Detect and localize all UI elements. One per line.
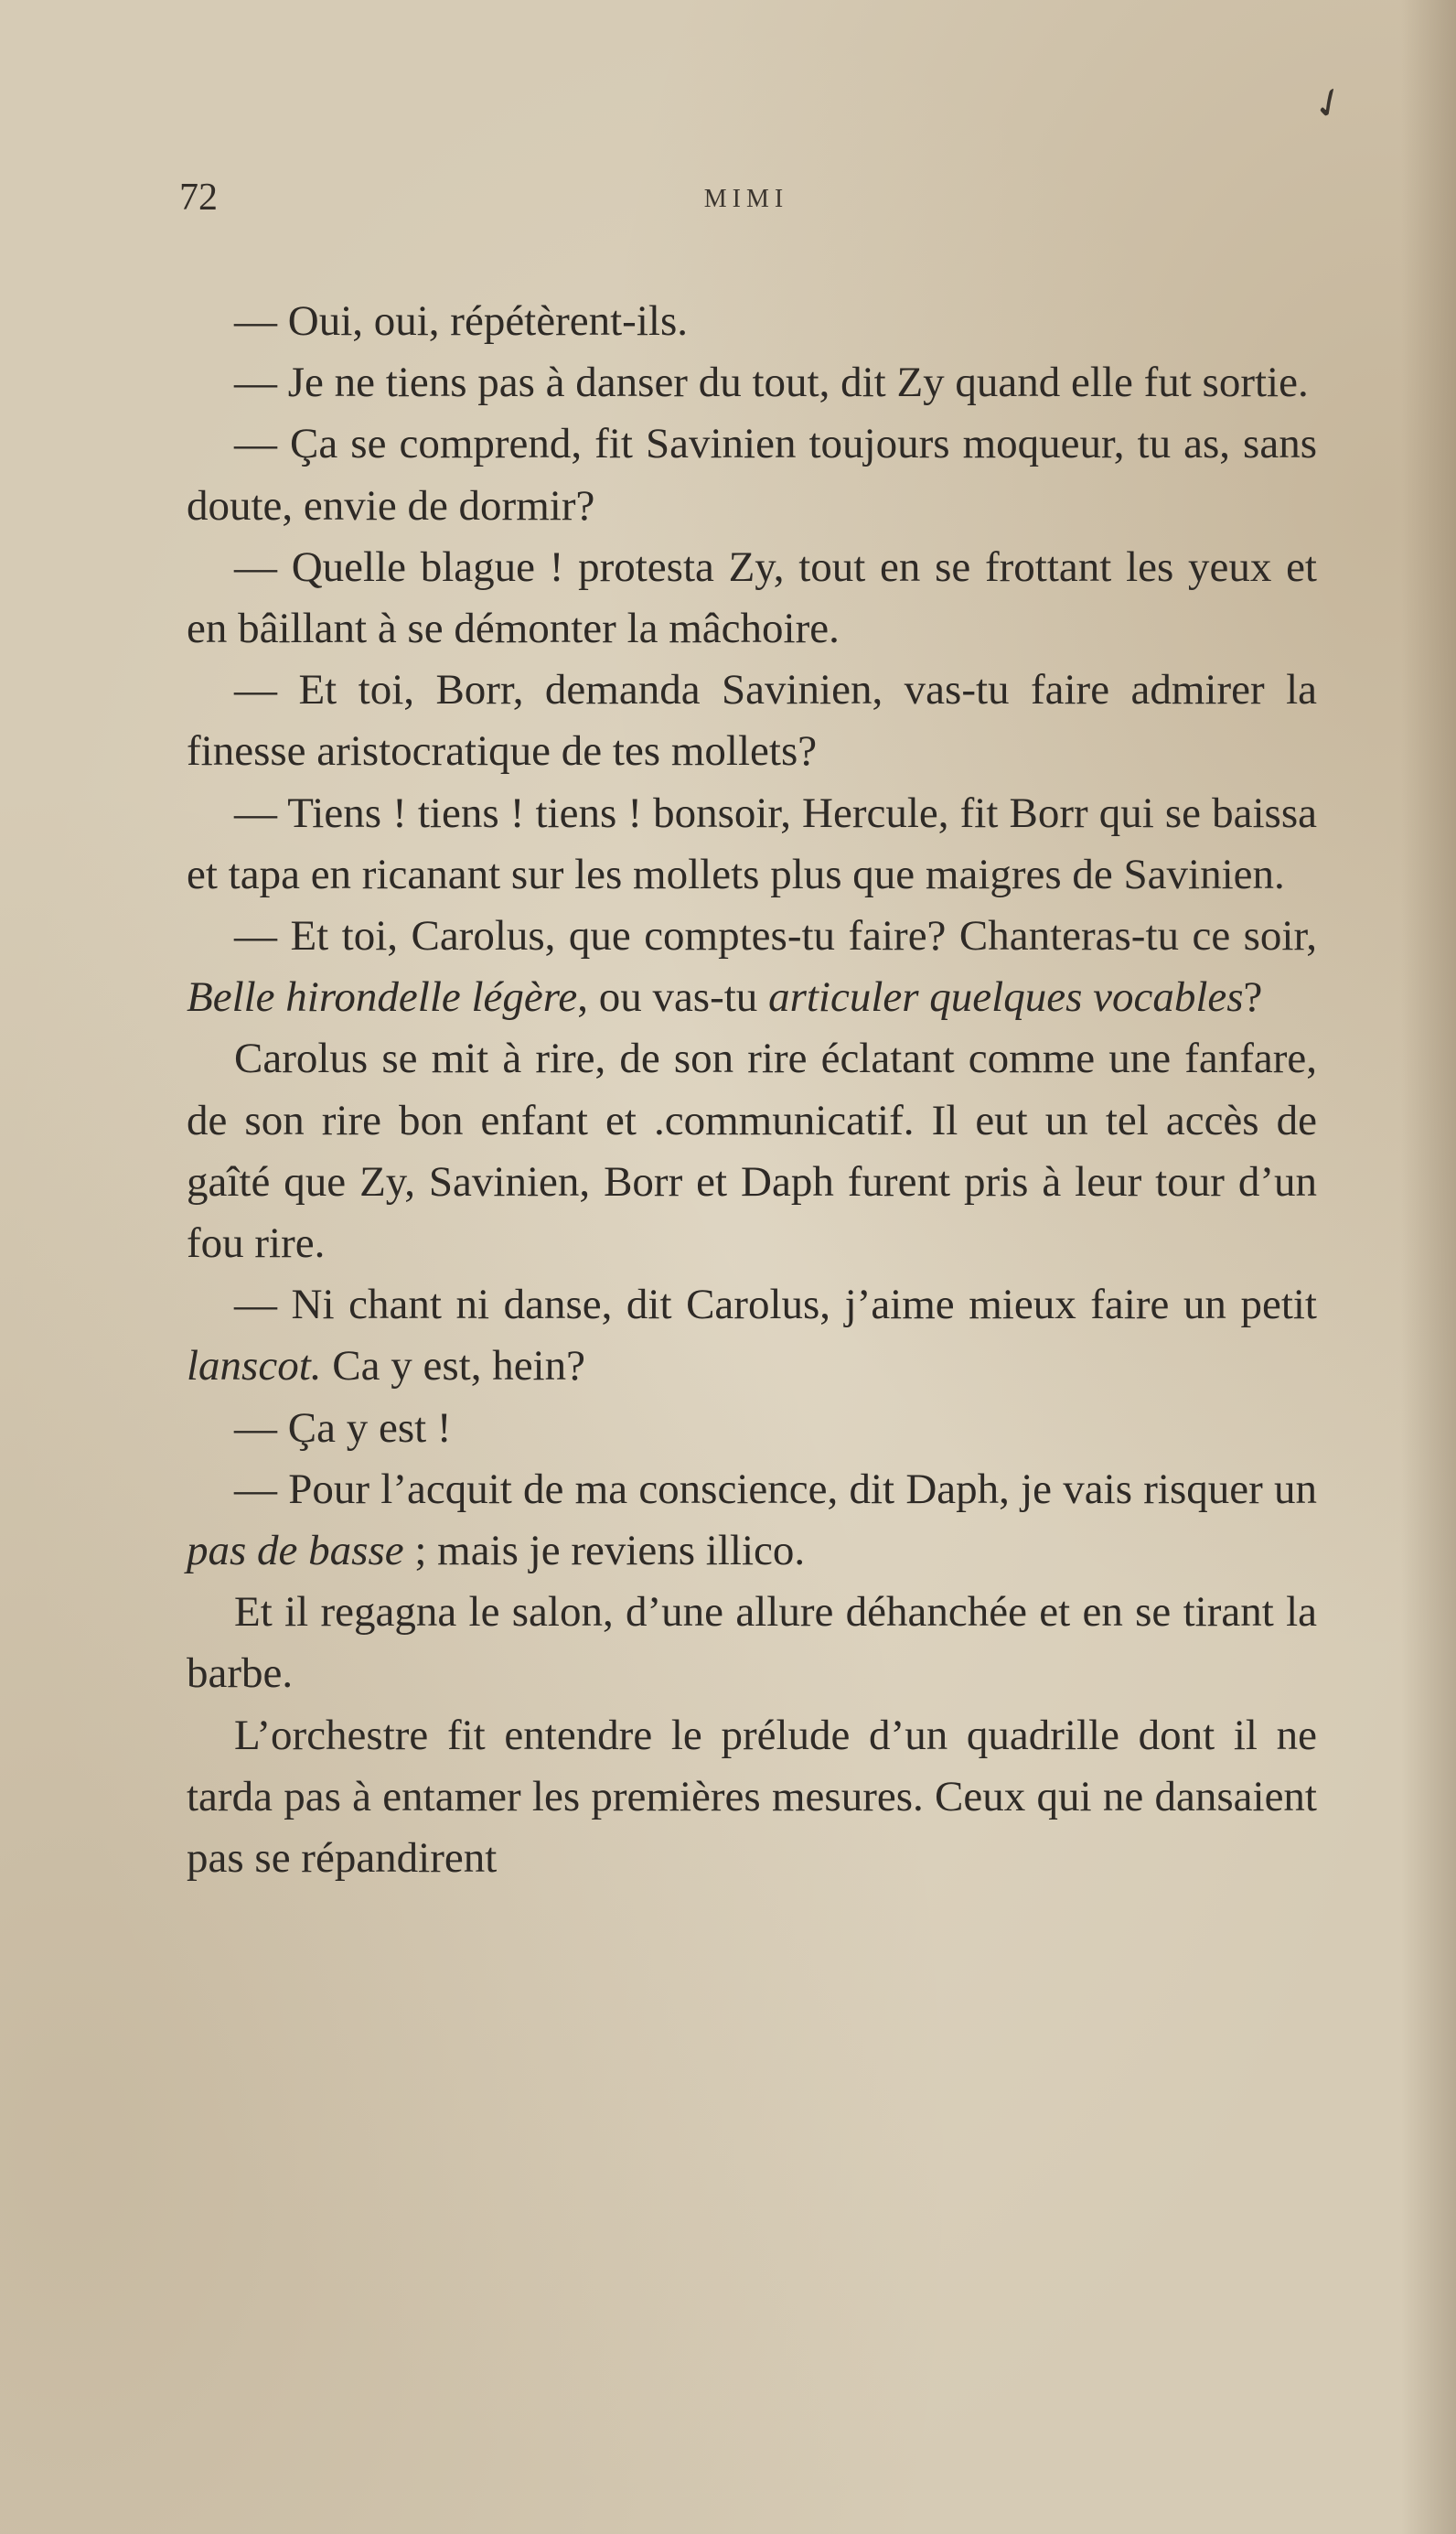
text-run: — Et toi, Carolus, que comptes-tu faire? Chanteras-tu ce soir, xyxy=(234,912,1317,961)
margin-check-mark: ✓ xyxy=(1304,76,1354,132)
text-run: ; mais je reviens illico. xyxy=(403,1527,806,1575)
italic-text: Belle hirondelle légère xyxy=(187,973,578,1022)
running-title: MIMI xyxy=(703,185,789,213)
italic-text: pas de basse xyxy=(187,1527,404,1575)
text-run: — Ça y est ! xyxy=(234,1403,452,1452)
paragraph xyxy=(187,1028,1317,1274)
text-run: — Et toi, Borr, demanda Savinien, vas-tu faire admirer la finesse aristocratique de tes mollets? xyxy=(187,666,1317,776)
text-run: — Ni chant ni danse, dit Carolus, j’aime mieux faire un petit xyxy=(234,1281,1317,1329)
paragraph xyxy=(187,291,1317,352)
text-run: ? xyxy=(1243,973,1263,1022)
paragraph xyxy=(187,537,1317,660)
page-edge-shadow xyxy=(1401,0,1456,2534)
text-run: — Pour l’acquit de ma conscience, dit Daph, je vais risquer un xyxy=(234,1465,1317,1513)
paragraph xyxy=(187,660,1317,782)
text-run: — Quelle blague ! protesta Zy, tout en se frottant les yeux et en bâillant à se démonter la mâchoire. xyxy=(187,542,1317,653)
text-run: — Tiens ! tiens ! tiens ! bonsoir, Hercule, fit Borr qui se baissa et tapa en ricanant sur les mollets plus que maigres de Savinien. xyxy=(187,789,1317,898)
text-run: — Oui, oui, répétèrent-ils. xyxy=(234,297,688,345)
page-number: 72 xyxy=(179,177,218,219)
paragraph xyxy=(187,1459,1317,1582)
paragraph xyxy=(187,783,1317,906)
italic-text: lanscot. xyxy=(187,1342,322,1390)
paragraph xyxy=(187,1274,1317,1397)
body-text xyxy=(187,291,1317,1889)
text-run: — Je ne tiens pas à danser du tout, dit Zy quand elle fut sortie. xyxy=(234,359,1309,407)
paragraph xyxy=(187,413,1317,536)
text-run: , ou vas-tu xyxy=(577,973,769,1022)
text-run: — Ça se comprend, fit Savinien toujours moqueur, tu as, sans doute, envie de dormir? xyxy=(187,420,1317,530)
text-run: Ca y est, hein? xyxy=(321,1342,585,1390)
paragraph xyxy=(187,906,1317,1028)
text-run: Et il regagna le salon, d’une allure déhanchée et en se tirant la barbe. xyxy=(187,1588,1317,1698)
paragraph xyxy=(187,1705,1317,1890)
paragraph xyxy=(187,1398,1317,1459)
text-run: L’orchestre fit entendre le prélude d’un quadrille dont il ne tarda pas à entamer les premières mesures. Ceux qui ne dansaient pas se répandirent xyxy=(187,1711,1317,1883)
paragraph xyxy=(187,1582,1317,1704)
italic-text: articuler quelques vocables xyxy=(768,973,1244,1022)
page-header xyxy=(179,176,1313,231)
paragraph xyxy=(187,352,1317,413)
text-run: Carolus se mit à rire, de son rire éclatant comme une fanfare, de son rire bon enfant et .communicatif. Il eut un tel accès de gaîté que Zy, Savinien, Borr et Daph furent pris à leur tour d’un fou rire. xyxy=(187,1035,1317,1268)
